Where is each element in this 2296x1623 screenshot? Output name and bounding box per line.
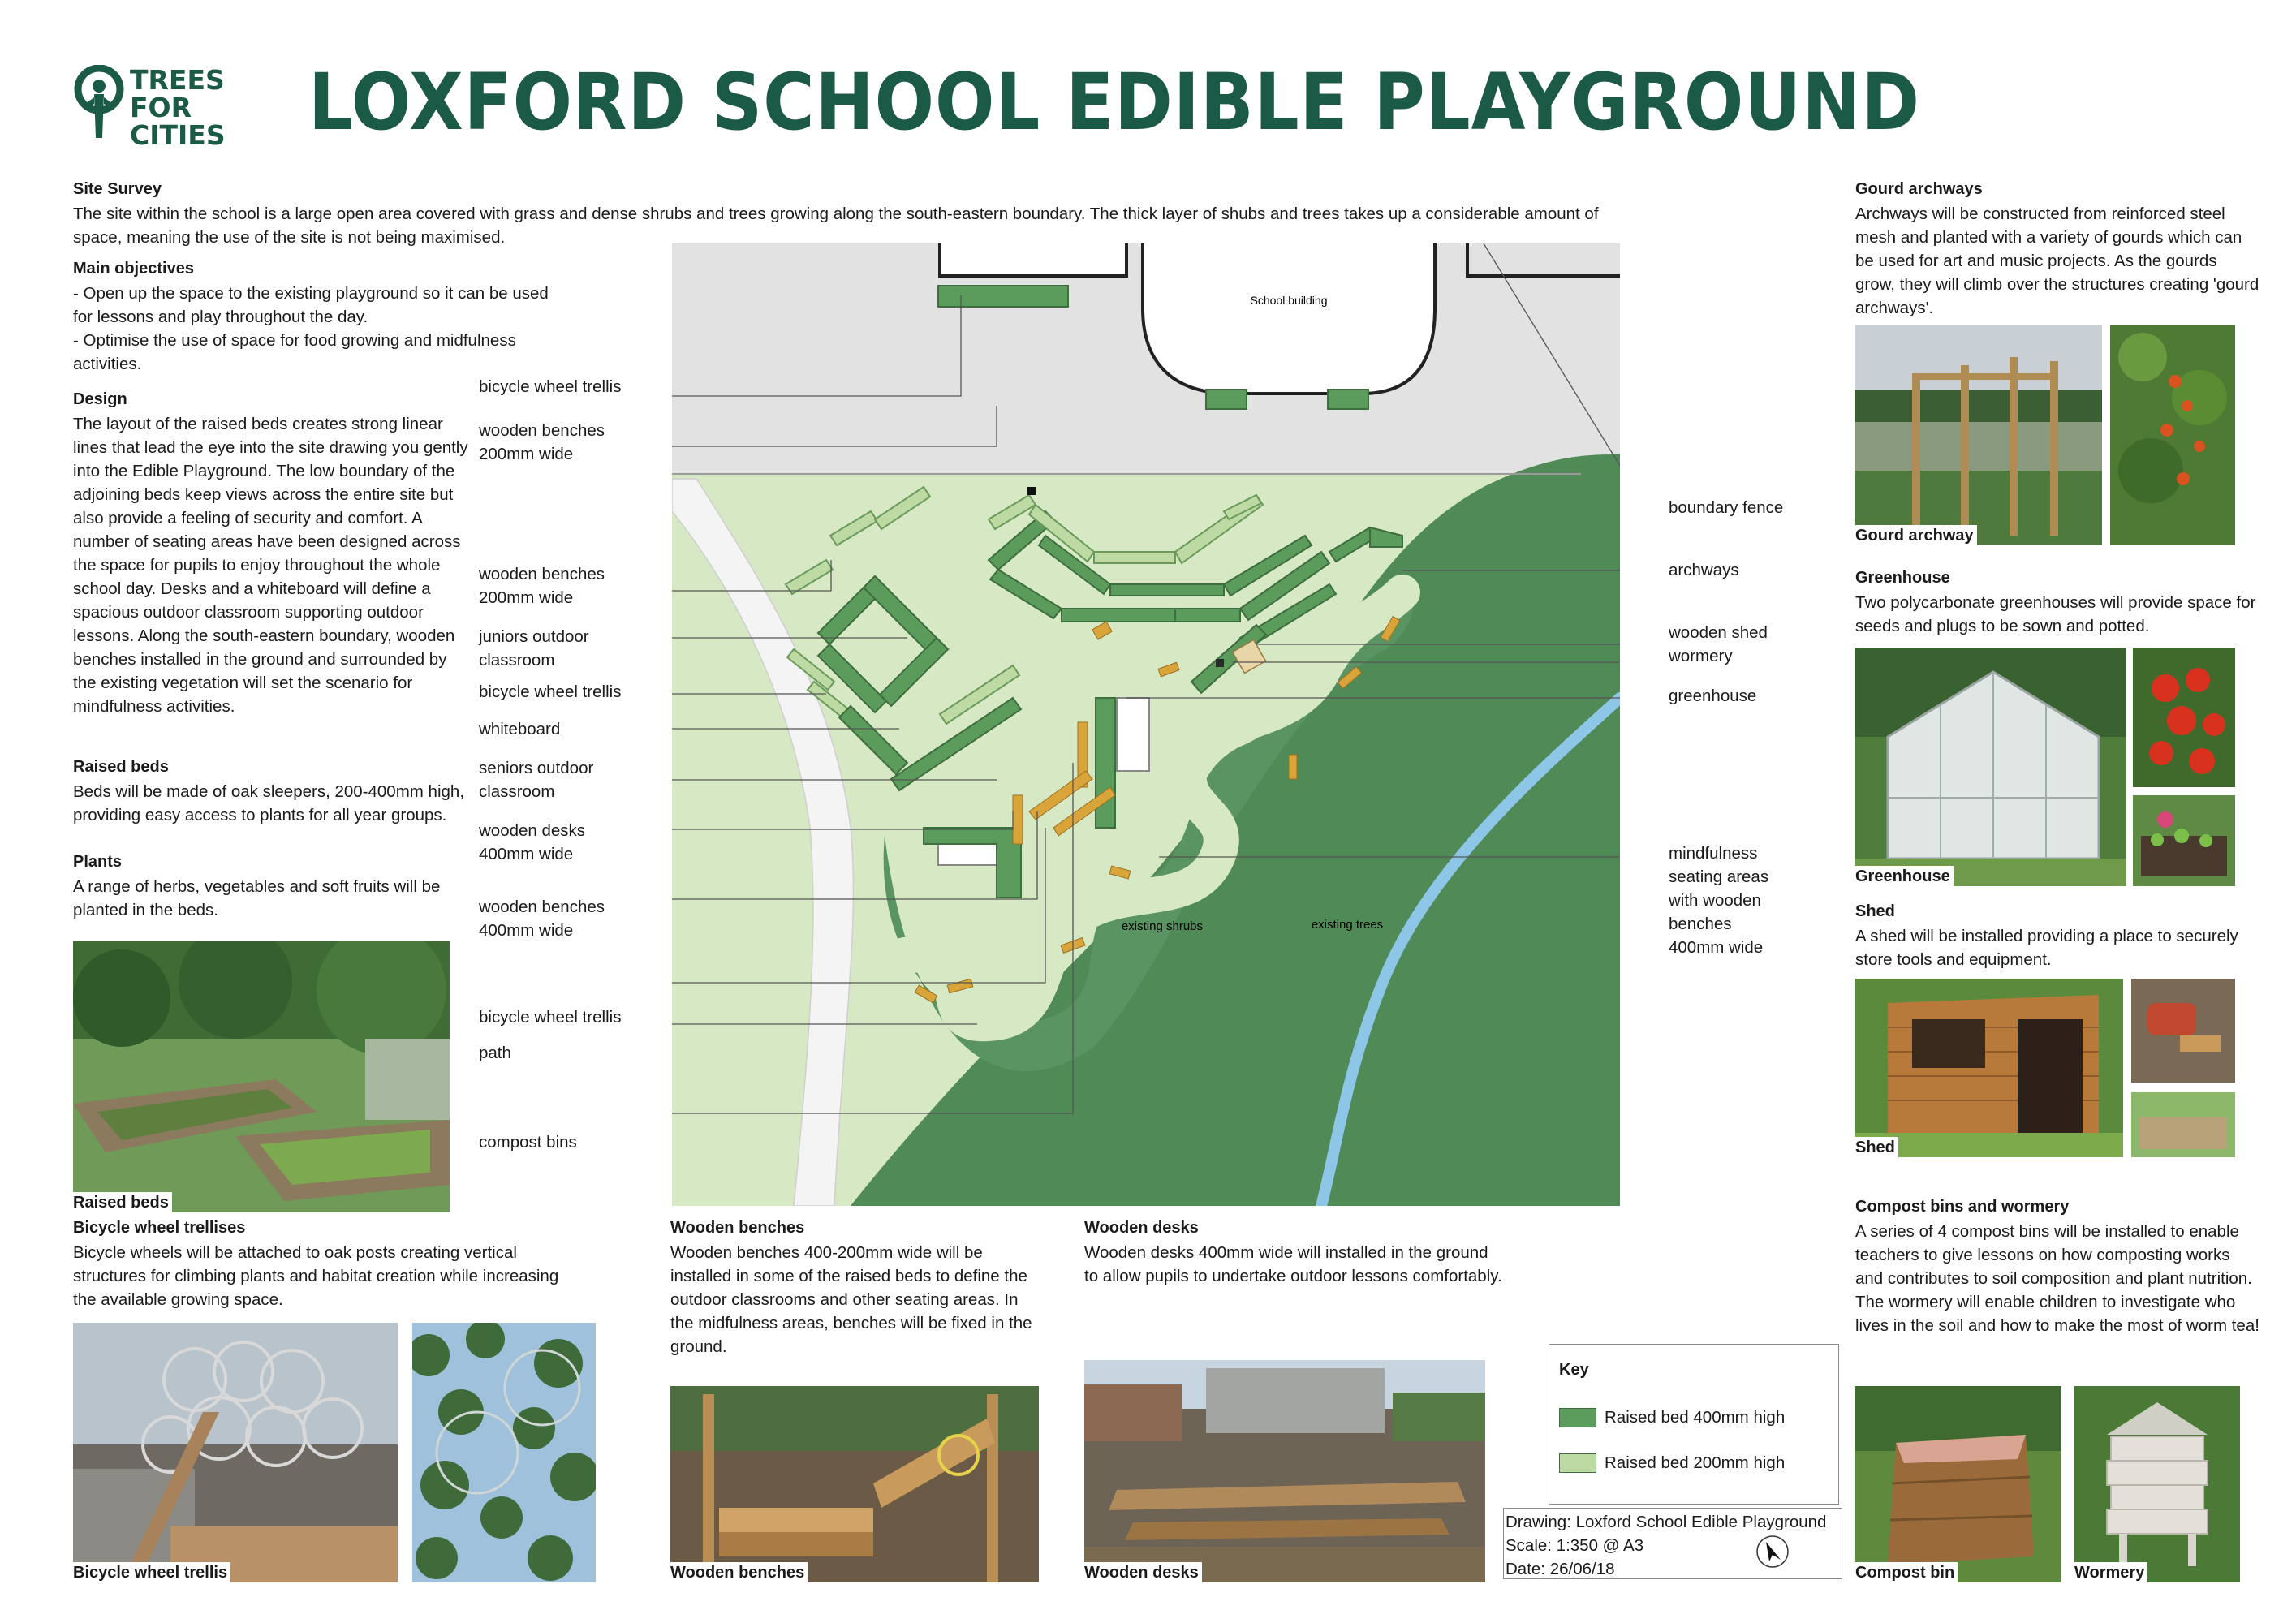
bicycle-sky-photo — [412, 1323, 596, 1582]
legend-label: Raised bed 400mm high — [1605, 1408, 1786, 1427]
desks-section — [1084, 1219, 1506, 1288]
school-building — [1143, 243, 1435, 394]
benches-section — [670, 1219, 1044, 1358]
existing-shrubs-label: existing shrubs — [1121, 919, 1204, 933]
shed-text: A shed will be installed providing a place to securely store tools and equipment. — [1855, 927, 2238, 969]
bicycle-text: Bicycle wheels will be attached to oak posts creating vertical structures for climbing plants and habitat creation while increasing the available growing space. — [73, 1243, 559, 1309]
tree-person-icon — [73, 65, 125, 143]
plan-label: juniors outdoor — [479, 627, 589, 646]
gourd-heading: Gourd archways — [1855, 180, 1983, 198]
greenhouse-text: Two polycarbonate greenhouses will provide space for seeds and plugs to be sown and potted. — [1855, 593, 2256, 635]
raised-beds-text: Beds will be made of oak sleepers, 200-400mm high, providing easy access to plants for all year groups. — [73, 782, 465, 824]
raised-bed — [1096, 698, 1115, 828]
compost-caption: Compost bin — [1855, 1562, 1958, 1582]
plan-label: path — [479, 1044, 511, 1062]
tomato-photo — [2133, 648, 2235, 787]
shed-heading: Shed — [1855, 902, 1895, 920]
raised-beds-photo — [73, 941, 450, 1212]
plan-label: wooden shed — [1669, 623, 1768, 642]
plan-label: classroom — [479, 782, 555, 801]
compost-text: A series of 4 compost bins will be installed to enable teachers to give lessons on how composting works and contributes to soil composition and plant nutrition. The wormery will enable children to investigate who lives in the soil and how to make the most of worm tea! — [1855, 1222, 2259, 1335]
greenhouse-plan — [1117, 698, 1149, 771]
benches-caption: Wooden benches — [670, 1562, 808, 1582]
objective-item: - Open up the space to the existing playground so it can be used for lessons and play throughout the day. — [73, 284, 549, 326]
page-title: LOXFORD SCHOOL EDIBLE PLAYGROUND — [308, 57, 1921, 148]
gourd-text: Archways will be constructed from reinforced steel mesh and planted with a variety of gourds which can be used for art and music projects. As the gourds grow, they will climb over the structures creating 'gourd archways'. — [1855, 204, 2259, 317]
shed-photo — [1855, 979, 2123, 1157]
desks-heading: Wooden desks — [1084, 1219, 1199, 1237]
benches-text: Wooden benches 400-200mm wide will be installed in some of the raised beds to define the outdoor classrooms and other seating areas. In the midfulness areas, benches will be fixed in the ground. — [670, 1243, 1032, 1356]
plan-label: wooden desks — [479, 821, 586, 840]
plan-label: 400mm wide — [479, 921, 574, 940]
existing-trees-label: existing trees — [1311, 918, 1384, 932]
plan-label: bicycle wheel trellis — [479, 377, 622, 396]
bicycle-section — [73, 1219, 576, 1311]
plan-label: bicycle wheel trellis — [479, 682, 622, 701]
raised-beds-section — [73, 758, 471, 827]
greenhouse-section — [1855, 569, 2261, 638]
raised-beds-caption: Raised beds — [73, 1192, 172, 1212]
raised-bed — [938, 286, 1068, 307]
drawing-name: Drawing: Loxford School Edible Playground — [1506, 1513, 1827, 1531]
legend-item — [1559, 1408, 1785, 1427]
compost-heading: Compost bins and wormery — [1855, 1198, 2070, 1216]
legend-label: Raised bed 200mm high — [1605, 1453, 1786, 1472]
design — [73, 390, 471, 718]
site-survey — [73, 180, 1631, 249]
tools-photo — [2131, 979, 2235, 1083]
plan-label: seating areas — [1669, 867, 1769, 886]
plan-label: 200mm wide — [479, 445, 574, 463]
raised-beds-heading: Raised beds — [73, 758, 169, 776]
legend-item — [1559, 1453, 1785, 1473]
desks-text: Wooden desks 400mm wide will installed in the ground to allow pupils to undertake outdoor lessons comfortably. — [1084, 1243, 1502, 1285]
plan-label: 400mm wide — [479, 845, 574, 863]
wormery-photo — [2074, 1386, 2240, 1582]
wormery-caption: Wormery — [2074, 1562, 2147, 1582]
building-left — [940, 243, 1126, 276]
plan-label: compost bins — [479, 1133, 577, 1152]
bicycle-heading: Bicycle wheel trellises — [73, 1219, 246, 1237]
plan-label: boundary fence — [1669, 498, 1784, 517]
plan-label: mindfulness — [1669, 844, 1758, 863]
objectives-heading: Main objectives — [73, 260, 194, 278]
plants-heading: Plants — [73, 853, 123, 871]
plan-label: archways — [1669, 561, 1739, 579]
wormery-plan — [1216, 659, 1224, 667]
plan-label: seniors outdoor — [479, 759, 594, 777]
plants-text: A range of herbs, vegetables and soft fruits will be planted in the beds. — [73, 877, 441, 919]
north-arrow-icon — [1755, 1534, 1790, 1569]
plan-label: 200mm wide — [479, 588, 574, 607]
drawing-scale: Scale: 1:350 @ A3 — [1506, 1536, 1644, 1555]
benches-heading: Wooden benches — [670, 1219, 805, 1237]
logo-line-1: TREES — [130, 64, 225, 96]
wooden-benches-photo — [670, 1386, 1039, 1582]
legend-swatch — [1559, 1408, 1596, 1427]
plan-label: with wooden — [1669, 891, 1761, 910]
greenhouse-heading: Greenhouse — [1855, 569, 1950, 587]
plan-label: wooden benches — [479, 898, 605, 916]
compost-bin-photo — [1855, 1386, 2061, 1582]
bicycle-caption: Bicycle wheel trellis — [73, 1562, 230, 1582]
site-plan — [672, 243, 1620, 1206]
garden-tools-photo — [2131, 1092, 2235, 1157]
desks-caption: Wooden desks — [1084, 1562, 1202, 1582]
site-survey-heading: Site Survey — [73, 180, 162, 198]
plan-label: wooden benches — [479, 565, 605, 583]
drawing-date: Date: 26/06/18 — [1506, 1560, 1615, 1578]
logo — [73, 62, 276, 151]
plan-label: wooden benches — [479, 421, 605, 440]
legend-title: Key — [1559, 1361, 1589, 1379]
plants-section — [73, 853, 471, 922]
school-building-label: School building — [1250, 294, 1328, 307]
site-survey-text: The site within the school is a large open area covered with grass and dense shrubs and trees growing along the south-eastern boundary. The thick layer of shubs and trees takes up a considerable amount of space, meaning the use of the site is not being maximised. — [73, 204, 1599, 247]
shed-section — [1855, 902, 2261, 971]
design-text: The layout of the raised beds creates strong linear lines that lead the eye into the site drawing you gently into the Edible Playground. The low boundary of the adjoining beds keep views across the entire site but also provide a feeling of security and comfort. A number of seating areas have been designed across the space for pupils to enjoy throughout the whole school day. Desks and a whiteboard will define a spacious outdoor classroom supporting outdoor lessons. Along the south-eastern boundary, wooden benches installed in the ground and surrounded by the existing vegetation will set the scenario for mindfulness activities. — [73, 415, 468, 716]
plan-label: 400mm wide — [1669, 938, 1764, 957]
gourd-section — [1855, 180, 2261, 320]
compost-section — [1855, 1198, 2261, 1337]
whiteboard-plan — [1027, 487, 1036, 495]
logo-line-2: FOR CITIES — [130, 92, 226, 151]
design-heading: Design — [73, 390, 127, 408]
drawing-info — [1503, 1508, 1842, 1579]
plan-label: benches — [1669, 915, 1732, 933]
legend-swatch — [1559, 1453, 1596, 1473]
gourd-archway-photo — [1855, 325, 2102, 545]
plan-label: wormery — [1669, 647, 1733, 665]
wooden-desks-photo — [1084, 1360, 1485, 1582]
plan-label: bicycle wheel trellis — [479, 1008, 622, 1027]
greenhouse-caption: Greenhouse — [1855, 866, 1954, 886]
gourd-caption: Gourd archway — [1855, 525, 1977, 545]
raised-bed — [1328, 390, 1368, 409]
plan-label: classroom — [479, 651, 555, 669]
raised-bed — [1206, 390, 1247, 409]
plan-label: greenhouse — [1669, 687, 1757, 705]
bicycle-trellis-photo — [73, 1323, 398, 1582]
greenhouse-photo — [1855, 648, 2126, 886]
objectives — [73, 260, 560, 376]
gourd-plant-photo — [2110, 325, 2235, 545]
objective-item: - Optimise the use of space for food growing and midfulness activities. — [73, 331, 516, 373]
shed-caption: Shed — [1855, 1137, 1898, 1157]
seedlings-photo — [2133, 795, 2235, 886]
plan-label: whiteboard — [479, 720, 561, 738]
legend — [1549, 1344, 1839, 1505]
